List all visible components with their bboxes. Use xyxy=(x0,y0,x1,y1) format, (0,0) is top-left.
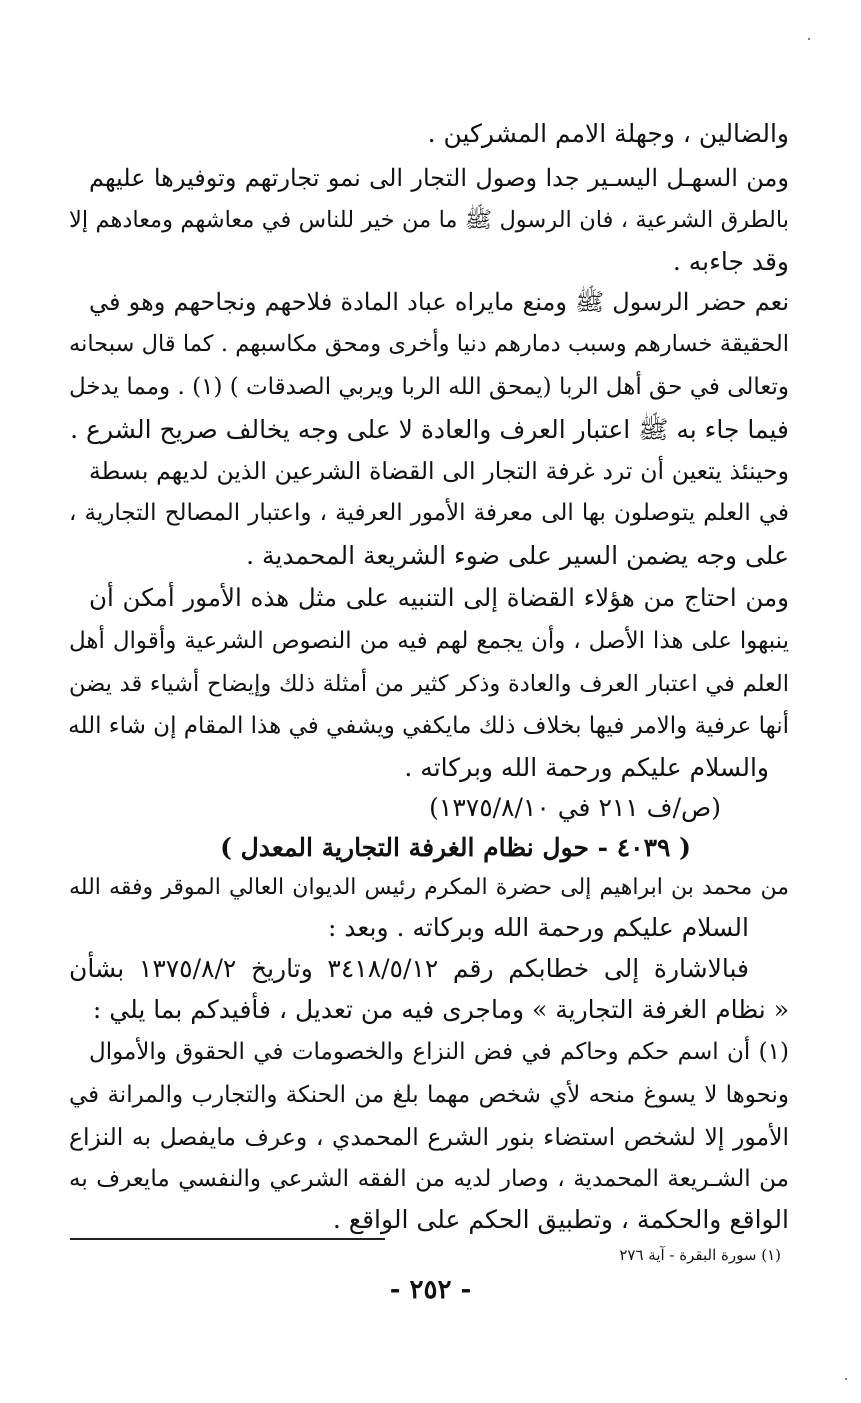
footnote: (١) سورة البقرة - آية ٢٧٦ xyxy=(619,1246,781,1264)
page-number: - ٢٥٢ - xyxy=(389,1275,472,1305)
text-line: ينبهوا على هذا الأصل ، وأن يجمع لهم فيه من النصوص الشرعية وأقوال أهل xyxy=(69,628,789,654)
text-line: من الشـريعة المحمدية ، وصار لديه من الفقه الشرعي والنفسي مايعرف به xyxy=(69,1166,789,1192)
text-line: على وجه يضمن السير على ضوء الشريعة المحمدية . xyxy=(246,541,789,570)
text-line: ونحوها لا يسوغ منحه لأي شخص مهما بلغ من الحنكة والتجارب والمرانة في xyxy=(69,1082,789,1108)
text-line: وقد جاءبه . xyxy=(672,247,789,276)
text-line: في العلم يتوصلون بها الى معرفة الأمور العرفية ، واعتبار المصالح التجارية ، xyxy=(69,500,789,526)
text-line: من محمد بن ابراهيم إلى حضرة المكرم رئيس الديوان العالي الموقر وفقه الله xyxy=(69,875,789,900)
text-line: العلم في اعتبار العرف والعادة وذكر كثير من أمثلة ذلك وإيضاح أشياء قد يضن xyxy=(69,671,789,697)
text-line: والسلام عليكم ورحمة الله وبركاته . xyxy=(404,753,769,782)
text-line: بالطرق الشرعية ، فان الرسول ﷺ ما من خير للناس في معاشهم ومعادهم إلا xyxy=(69,207,789,233)
text-line: فيما جاء به ﷺ اعتبار العرف والعادة لا على وجه يخالف صريح الشرع . xyxy=(70,415,789,444)
reference-line: (ص/ف ٢١١ في ١٣٧٥/٨/١٠) xyxy=(429,793,721,822)
text-line: فبالاشارة إلى خطابكم رقم ٣٤١٨/٥/١٢ وتاريخ ١٣٧٥/٨/٢ بشأن xyxy=(69,954,749,983)
footnote-divider xyxy=(70,1238,385,1240)
text-line: والضالين ، وجهلة الامم المشركين . xyxy=(427,119,789,148)
scan-speck xyxy=(808,38,810,40)
text-line: الحقيقة خسارهم وسبب دمارهم دنيا وأخرى ومحق مكاسبهم . كما قال سبحانه xyxy=(69,331,789,357)
text-line: السلام عليكم ورحمة الله وبركاته . وبعد : xyxy=(327,913,749,942)
text-line: ومن السهـل اليسـير جدا وصول التجار الى نمو تجارتهم وتوفيرها عليهم xyxy=(89,164,789,192)
text-line: نعم حضر الرسول ﷺ ومنع مايراه عباد المادة فلاحهم ونجاحهم وهو في xyxy=(89,288,789,316)
section-heading: ( ٤٠٣٩ - حول نظام الغرفة التجارية المعدل ) xyxy=(220,833,691,862)
text-line: ومن احتاج من هؤلاء القضاة إلى التنبيه على مثل هذه الأمور أمكن أن xyxy=(89,583,789,612)
text-line: الأمور إلا لشخص استضاء بنور الشرع المحمدي ، وعرف مايفصل به النزاع xyxy=(69,1123,789,1151)
text-line: (١) أن اسم حكم وحاكم في فض النزاع والخصومات في الحقوق والأموال xyxy=(89,1039,789,1065)
text-line: وحينئذ يتعين أن ترد غرفة التجار الى القضاة الشرعين الذين لديهم بسطة xyxy=(89,457,789,485)
text-line: « نظام الغرفة التجارية » وماجرى فيه من تعديل ، فأفيدكم بما يلي : xyxy=(92,995,789,1024)
text-line: الواقع والحكمة ، وتطبيق الحكم على الواقع . xyxy=(332,1205,789,1234)
text-line: أنها عرفية والامر فيها بخلاف ذلك مايكفي ويشفي في هذا المقام إن شاء الله xyxy=(68,713,789,739)
scan-speck xyxy=(845,1378,847,1380)
text-line: وتعالى في حق أهل الربا (يمحق الله الربا ويربي الصدقات ) (١) . ومما يدخل xyxy=(69,374,790,400)
